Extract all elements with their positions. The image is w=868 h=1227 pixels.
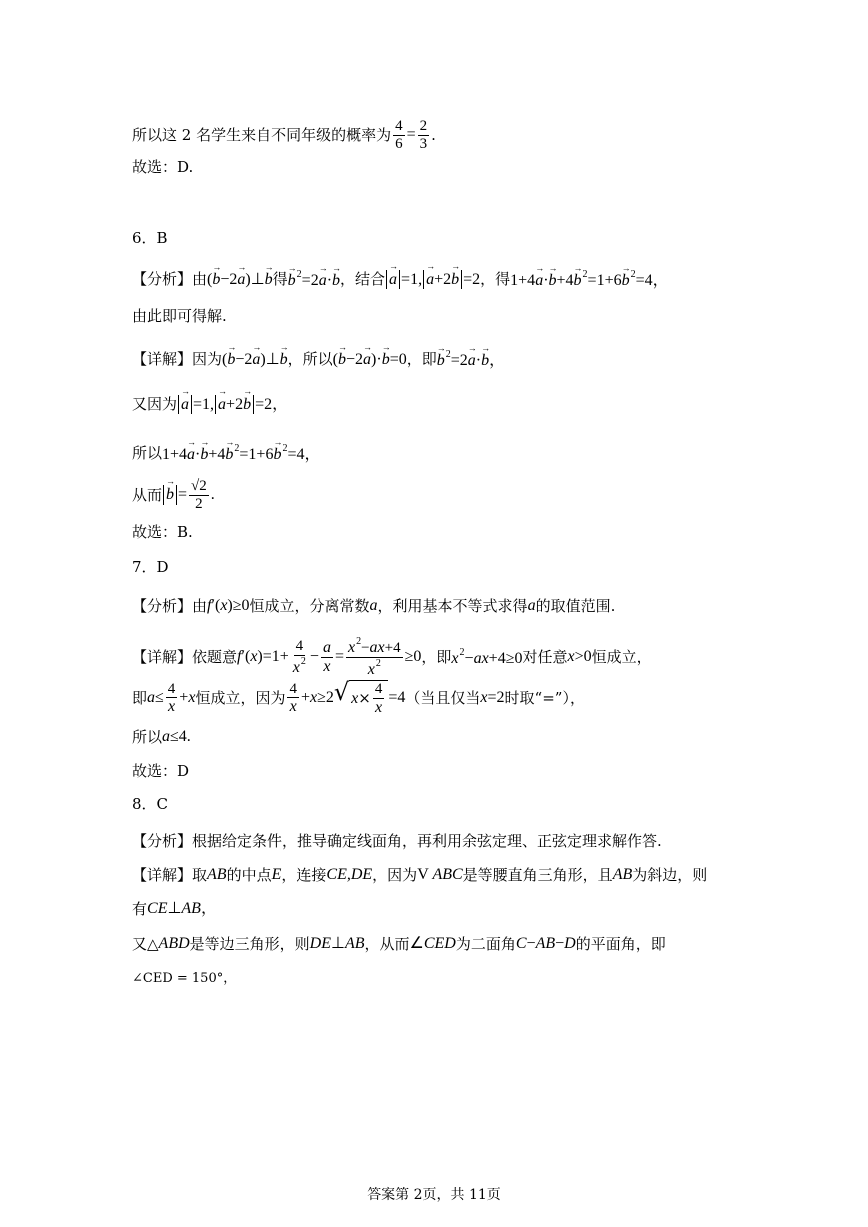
q6-detail-4: 从而 → b = $\frac{√2}{2}$ . [132,478,215,512]
q6-detail-1: 【详解】 因为 (→ b−2→ a)⊥→ b ，所以 (→ b−2→ a)·→ b=0 ，即 → $b^2=2\to a\cdot\to b$， [132,350,505,369]
line-probability: 所以这 2 名学生来自不同年级的概率为 $\frac{4}{6}$ = $\frac{2}{3}$ . [132,118,436,152]
question-8-heading: 8．C [132,795,169,813]
q6-detail-3: 所以 $1+4\to a\cdot\to b+4\to b^2=1+6\to b^2=4$， [132,444,320,463]
q7-end: 故选：D [132,762,190,780]
q8-detail-1: 【详解】 取 AB 的中点 E ，连接 CE,DE ，因为 V ABC 是等腰直角三角形，且 AB 为斜边，则 [132,865,708,884]
q7-detail-2: 即 a≤ $\frac{4}{x}$ +x 恒成立，因为 $\frac{4}{x}$ +x≥2 √ x × $\frac{4}{x}$ =4 （当且仅当 x=2 时取“=”）， [132,678,585,716]
q7-detail-1: 【详解】 依题意 f′(x)=1+ $\frac{4}{x^2}$ − $\frac{a}{x}$ = $\frac{x^2-ax+4}{x^2}$ ≥0 ，即 $x^2-ax+4\ge 0$ 对任意 x>0 恒成立， [132,636,652,678]
line-choose-d: 故选：D. [132,158,194,176]
q6-analysis-cont: 由此即可得解. [132,307,227,325]
q8-detail-2: 有 CE⊥AB， [132,899,217,918]
q6-end: 故选：B. [132,523,193,541]
q6-detail-2: 又因为 → a =1,→ a+2→ b =2， [132,395,288,414]
q7-detail-3: 所以 a≤4. [132,727,191,746]
q7-analysis: 【分析】 由 f′(x)≥0 恒成立，分离常数 a ，利用基本不等式求得 a 的取值范围. [132,596,616,615]
q8-detail-4: ∠CED = 150°， [132,971,237,986]
question-6-heading: 6．B [132,229,168,247]
q8-detail-3: 又△ ABD 是等边三角形，则 DE⊥AB ，从而 ∠CED 为二面角 C−AB−D 的平面角，即 [132,934,666,953]
q6-analysis: 【分析】 由 (→ b−2→ a)⊥→ b 得 → $b^2=2\to a\cdot\to b$ ，结合 → a =1,→ a+2→ b =2 ，得 $1+4\to a\cdot\to b+4\to b^2=1+6\to b^2=4$， [132,270,669,289]
page-footer: 答案第 2页，共 11页 [367,1187,501,1203]
q8-analysis: 【分析】 根据给定条件，推导确定线面角，再利用余弦定理、正弦定理求解作答. [132,832,662,850]
question-7-heading: 7．D [132,558,169,576]
